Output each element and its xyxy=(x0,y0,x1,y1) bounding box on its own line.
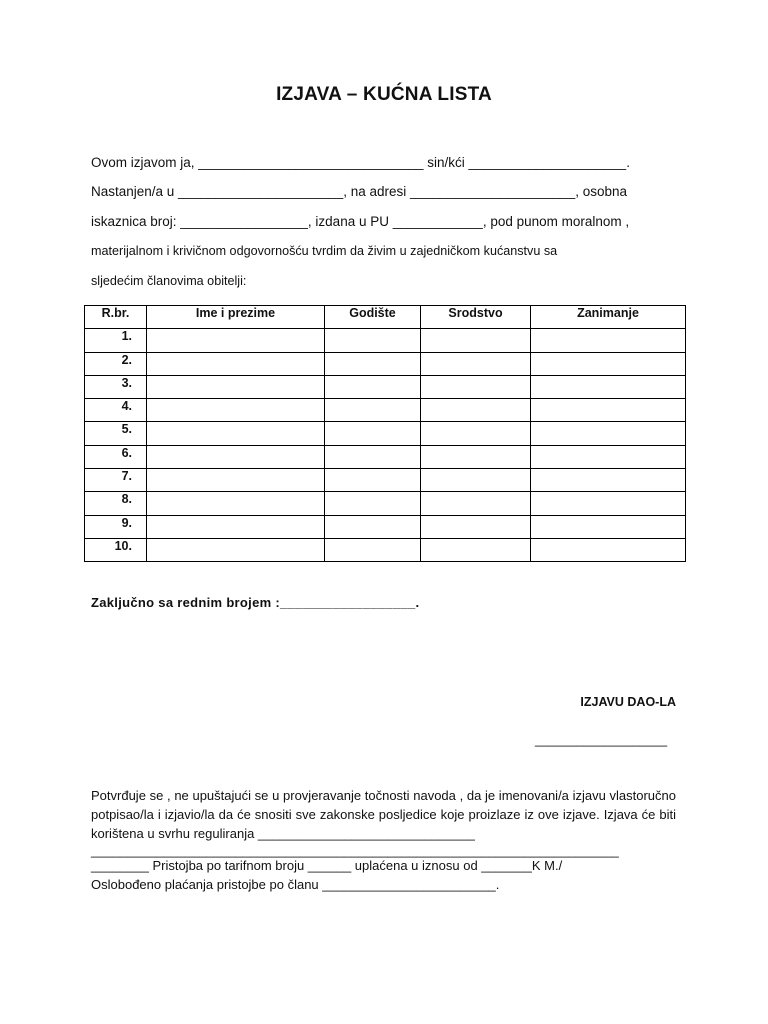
relation-cell[interactable] xyxy=(421,445,531,468)
table-row xyxy=(85,352,686,375)
row-number: 10. xyxy=(85,538,147,561)
table-row xyxy=(85,515,686,538)
relation-cell[interactable] xyxy=(421,422,531,445)
row-number: 2. xyxy=(85,352,147,375)
birth-year-cell[interactable] xyxy=(325,492,421,515)
header-rbr: R.br. xyxy=(85,306,147,329)
household-members-table xyxy=(84,305,686,562)
header-birth-year: Godište xyxy=(325,306,421,329)
row-number: 7. xyxy=(85,469,147,492)
intro-line-1: Ovom izjavom ja, ______________________________ sin/kći _____________________. xyxy=(91,155,630,170)
occupation-cell[interactable] xyxy=(531,329,686,352)
row-number: 9. xyxy=(85,515,147,538)
intro-line-4: materijalnom i krivičnom odgovornošću tvrdim da živim u zajedničkom kućanstvu sa xyxy=(91,244,558,258)
header-occupation: Zanimanje xyxy=(531,306,686,329)
header-name: Ime i prezime xyxy=(147,306,325,329)
occupation-cell[interactable] xyxy=(531,515,686,538)
document-title: IZJAVA – KUĆNA LISTA xyxy=(276,84,492,105)
relation-cell[interactable] xyxy=(421,352,531,375)
name-cell[interactable] xyxy=(147,352,325,375)
table-header-row xyxy=(85,306,686,329)
occupation-cell[interactable] xyxy=(531,399,686,422)
table-row xyxy=(85,469,686,492)
occupation-cell[interactable] xyxy=(531,469,686,492)
row-number: 5. xyxy=(85,422,147,445)
fee-line-2: ________ Pristojba po tarifnom broju ______ uplaćena u iznosu od _______K M./ xyxy=(91,858,563,873)
name-cell[interactable] xyxy=(147,399,325,422)
name-cell[interactable] xyxy=(147,445,325,468)
table-row xyxy=(85,422,686,445)
table-row xyxy=(85,399,686,422)
name-cell[interactable] xyxy=(147,329,325,352)
table-row xyxy=(85,538,686,561)
birth-year-cell[interactable] xyxy=(325,538,421,561)
confirmation-text: Potvrđuje se , ne upuštajući se u provjeravanje točnosti navoda , da je imenovani/a izjavu vlastoručno potpisao/la i izjavio/la da će snositi sve zakonske posljedice koje proizlaze iz ove izjave. Izjava će biti korištena u svrhu reguliranja ______________________________ xyxy=(91,788,676,841)
header-relation: Srodstvo xyxy=(421,306,531,329)
occupation-cell[interactable] xyxy=(531,492,686,515)
table-row xyxy=(85,329,686,352)
name-cell[interactable] xyxy=(147,492,325,515)
name-cell[interactable] xyxy=(147,375,325,398)
name-cell[interactable] xyxy=(147,422,325,445)
relation-cell[interactable] xyxy=(421,492,531,515)
row-number: 3. xyxy=(85,375,147,398)
row-number: 6. xyxy=(85,445,147,468)
birth-year-cell[interactable] xyxy=(325,422,421,445)
signer-label: IZJAVU DAO-LA xyxy=(580,695,676,709)
birth-year-cell[interactable] xyxy=(325,399,421,422)
closing-statement: Zaključno sa rednim brojem :__________________. xyxy=(91,595,420,610)
intro-line-3: iskaznica broj: _________________, izdana u PU ____________, pod punom moralnom , xyxy=(91,214,630,229)
signature-line[interactable]: ___________________ xyxy=(535,733,668,747)
relation-cell[interactable] xyxy=(421,329,531,352)
fee-line-3: Oslobođeno plaćanja pristojbe po članu ________________________. xyxy=(91,877,500,892)
relation-cell[interactable] xyxy=(421,538,531,561)
name-cell[interactable] xyxy=(147,538,325,561)
row-number: 8. xyxy=(85,492,147,515)
table-row xyxy=(85,445,686,468)
occupation-cell[interactable] xyxy=(531,538,686,561)
name-cell[interactable] xyxy=(147,515,325,538)
intro-line-2: Nastanjen/a u ______________________, na adresi ______________________, osobna xyxy=(91,184,627,199)
relation-cell[interactable] xyxy=(421,515,531,538)
table-row xyxy=(85,492,686,515)
relation-cell[interactable] xyxy=(421,469,531,492)
occupation-cell[interactable] xyxy=(531,422,686,445)
birth-year-cell[interactable] xyxy=(325,515,421,538)
confirmation-paragraph xyxy=(91,786,676,843)
birth-year-cell[interactable] xyxy=(325,375,421,398)
row-number: 1. xyxy=(85,329,147,352)
intro-line-5: sljedećim članovima obitelji: xyxy=(91,274,247,288)
occupation-cell[interactable] xyxy=(531,375,686,398)
birth-year-cell[interactable] xyxy=(325,352,421,375)
table-row xyxy=(85,375,686,398)
occupation-cell[interactable] xyxy=(531,445,686,468)
row-number: 4. xyxy=(85,399,147,422)
birth-year-cell[interactable] xyxy=(325,329,421,352)
occupation-cell[interactable] xyxy=(531,352,686,375)
fee-line-1: _________________________________________________________________________ xyxy=(91,843,619,858)
relation-cell[interactable] xyxy=(421,375,531,398)
name-cell[interactable] xyxy=(147,469,325,492)
birth-year-cell[interactable] xyxy=(325,445,421,468)
birth-year-cell[interactable] xyxy=(325,469,421,492)
relation-cell[interactable] xyxy=(421,399,531,422)
